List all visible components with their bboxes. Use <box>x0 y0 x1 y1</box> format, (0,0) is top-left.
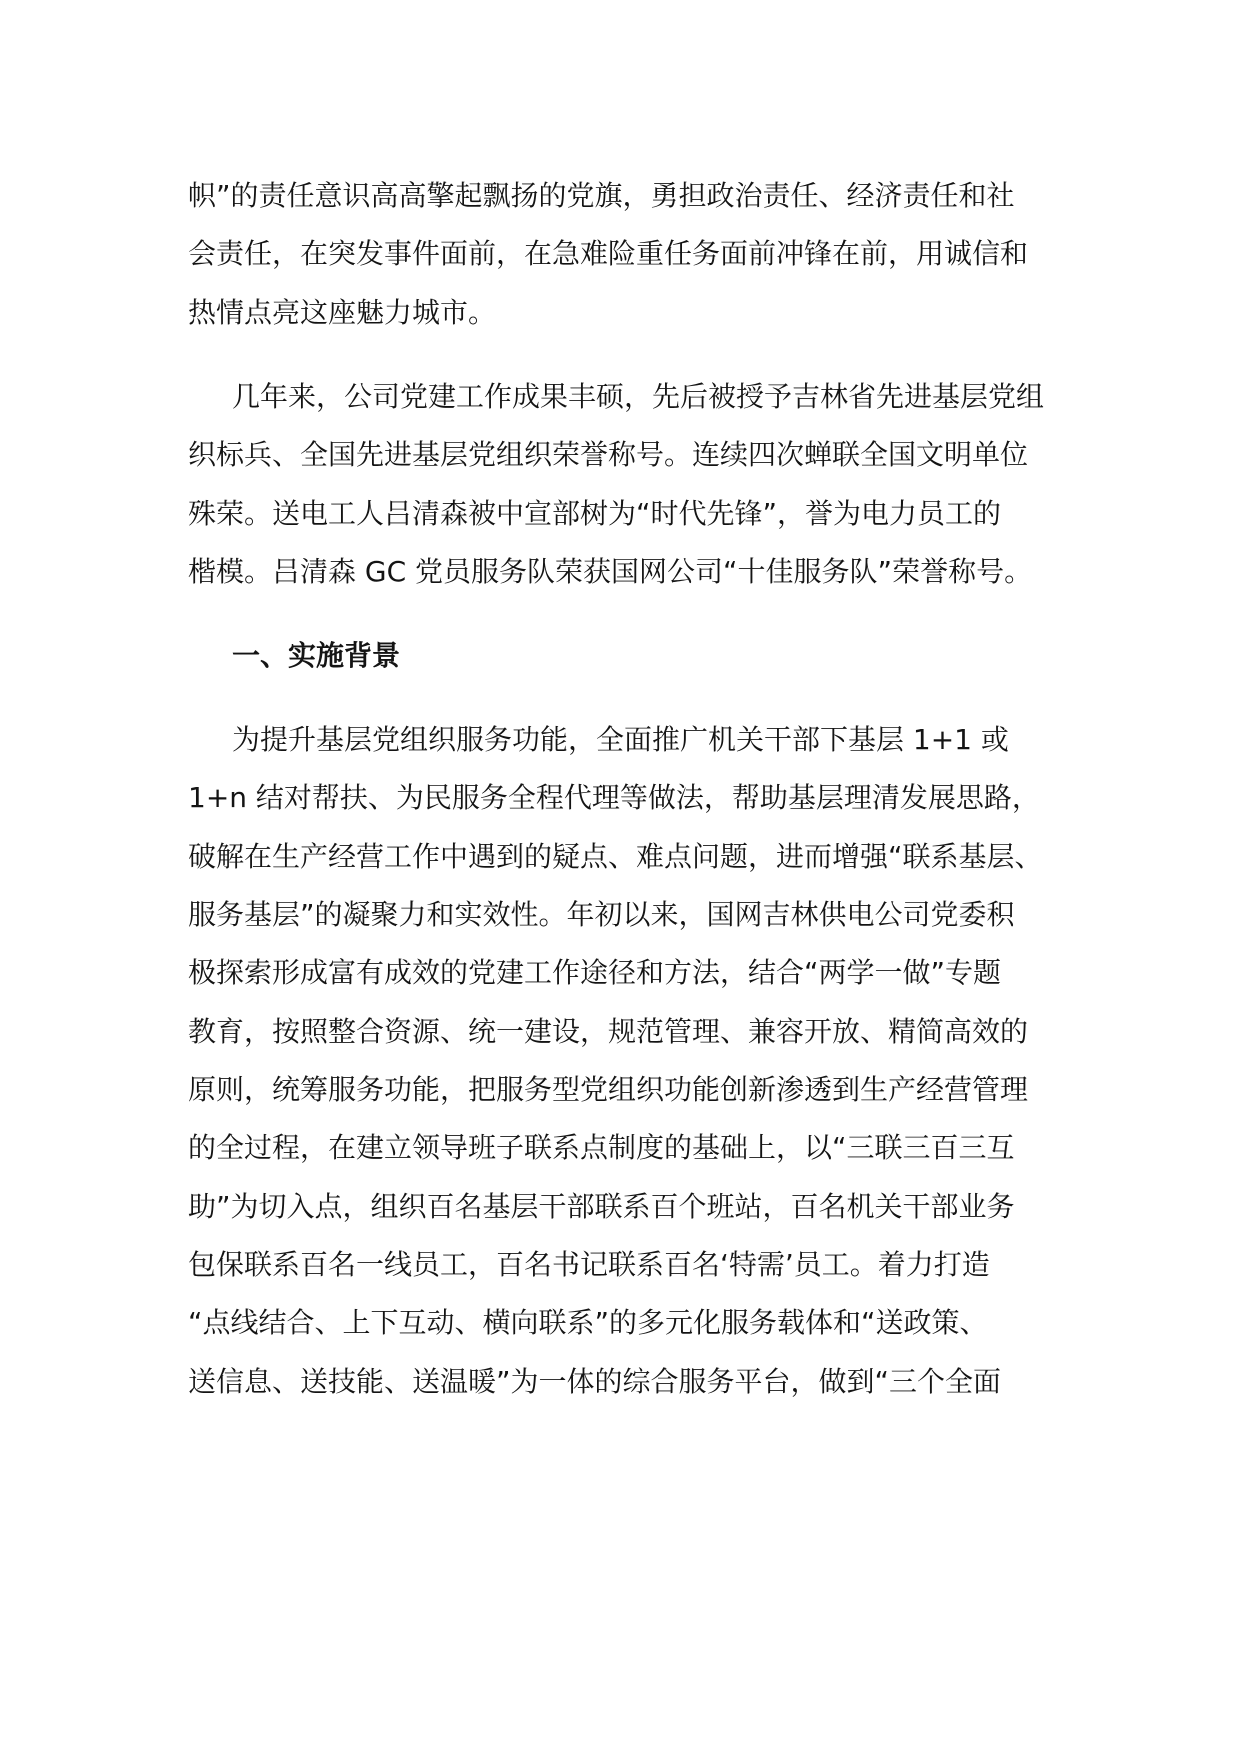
paragraph-3-line-8: 的全过程，在建立领导班子联系点制度的基础上，以“三联三百三互 <box>188 1131 1015 1164</box>
paragraph-2-line-2: 织标兵、全国先进基层党组织荣誉称号。连续四次蝉联全国文明单位 <box>188 438 1029 471</box>
paragraph-2-line-4: 楷模。吕清森 GC 党员服务队荣获国网公司“十佳服务队”荣誉称号。 <box>188 555 1033 588</box>
paragraph-3-line-4: 服务基层”的凝聚力和实效性。年初以来，国网吉林供电公司党委积 <box>188 898 1015 931</box>
paragraph-3-line-3: 破解在生产经营工作中遇到的疑点、难点问题，进而增强“联系基层、 <box>188 840 1043 873</box>
paragraph-1-line-1: 帜”的责任意识高高擎起飘扬的党旗，勇担政治责任、经济责任和社 <box>188 179 1015 212</box>
paragraph-3-line-6: 教育，按照整合资源、统一建设，规范管理、兼容开放、精简高效的 <box>188 1015 1029 1048</box>
paragraph-3-line-9: 助”为切入点，组织百名基层干部联系百个班站，百名机关干部业务 <box>188 1190 1015 1223</box>
paragraph-3-line-2: 1+n 结对帮扶、为民服务全程代理等做法，帮助基层理清发展思路， <box>188 781 1040 814</box>
paragraph-2-line-1: 几年来，公司党建工作成果丰硕，先后被授予吉林省先进基层党组 <box>232 380 1045 413</box>
paragraph-1-line-3: 热情点亮这座魅力城市。 <box>188 296 497 329</box>
paragraph-3-line-12: 送信息、送技能、送温暖”为一体的综合服务平台，做到“三个全面 <box>188 1365 1002 1398</box>
section-heading: 一、实施背景 <box>232 639 401 672</box>
paragraph-3-line-7: 原则，统筹服务功能，把服务型党组织功能创新渗透到生产经营管理 <box>188 1073 1029 1106</box>
paragraph-2-line-3: 殊荣。送电工人吕清森被中宣部树为“时代先锋”，誉为电力员工的 <box>188 497 1002 530</box>
paragraph-3-line-10: 包保联系百名一线员工，百名书记联系百名‘特需’员工。着力打造 <box>188 1248 990 1281</box>
paragraph-3-line-5: 极探索形成富有成效的党建工作途径和方法，结合“两学一做”专题 <box>188 956 1002 989</box>
paragraph-3-line-11: “点线结合、上下互动、横向联系”的多元化服务载体和“送政策、 <box>188 1306 988 1339</box>
paragraph-3-line-1: 为提升基层党组织服务功能，全面推广机关干部下基层 1+1 或 <box>232 723 1009 756</box>
paragraph-1-line-2: 会责任，在突发事件面前，在急难险重任务面前冲锋在前，用诚信和 <box>188 237 1029 270</box>
